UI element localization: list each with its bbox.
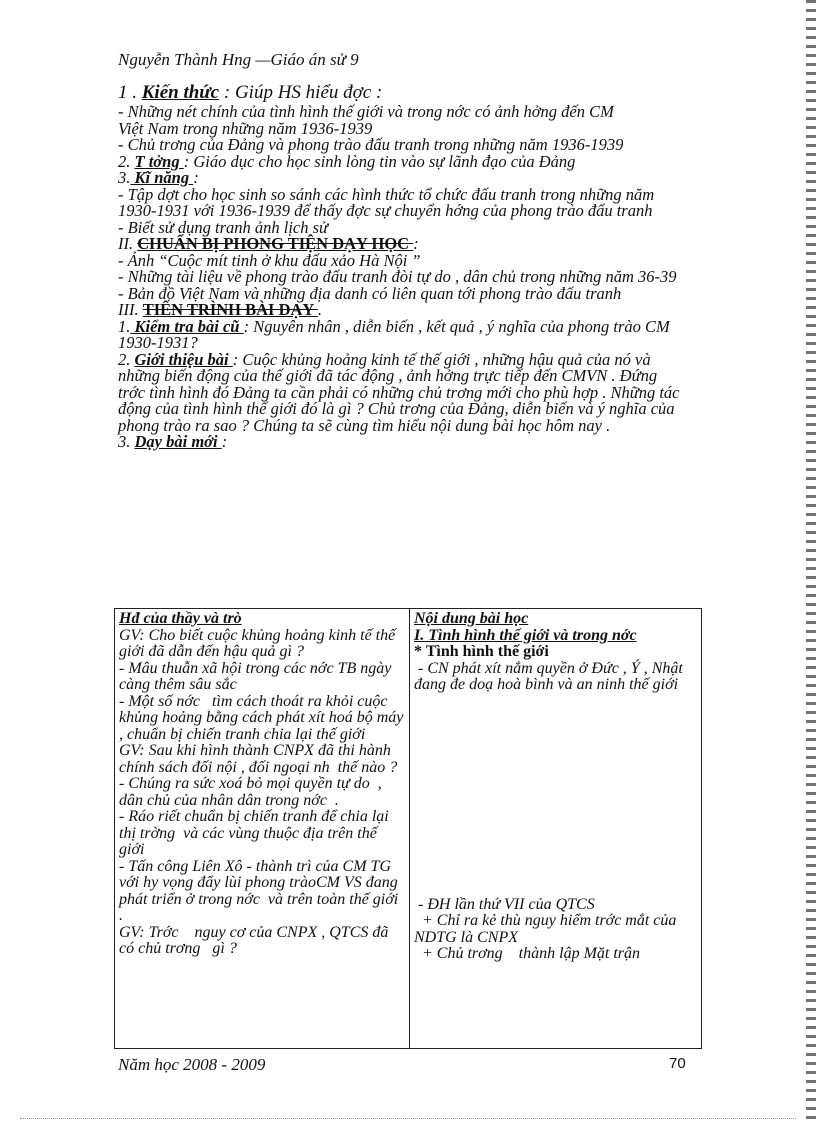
paragraph: - Ảnh “Cuộc mít tinh ở khu đấu xảo Hà Nội ” bbox=[118, 250, 421, 270]
content-subheading: * Tình hình thế giới bbox=[414, 643, 549, 660]
section-text: : bbox=[413, 234, 419, 253]
section-number: 3. bbox=[118, 432, 135, 451]
section-number: 3. bbox=[118, 168, 131, 187]
section-text: : bbox=[221, 432, 228, 451]
section-new-lesson bbox=[118, 434, 688, 451]
divider bbox=[20, 1118, 796, 1119]
lesson-body bbox=[118, 82, 688, 451]
paragraph: Việt Nam trong những năm 1936-1939 bbox=[118, 118, 373, 138]
page-number: 70 bbox=[669, 1055, 686, 1072]
content-paragraph: - ĐH lần thứ VII của QTCS + Chỉ ra kẻ thù nguy hiểm trớc mắt của NDTG là CNPX + Chủ trơng thành lập Mặt trận bbox=[414, 895, 677, 962]
paragraph: - Bản đồ Việt Nam và những địa danh có liên quan tới phong trào đấu tranh bbox=[118, 283, 622, 303]
section-title: Kiến thức bbox=[141, 82, 220, 103]
paragraph: - Biết sử dụng tranh ảnh lịch sử bbox=[118, 217, 329, 237]
paragraph: - Những tài liệu về phong trào đấu tranh đòi tự do , dân chủ trong những năm 36-39 bbox=[118, 267, 677, 286]
section-intro bbox=[118, 349, 688, 435]
section-knowledge bbox=[118, 82, 688, 104]
footer-school-year: Năm học 2008 - 2009 bbox=[118, 1055, 266, 1074]
column-header-content: Nội dung bài học bbox=[414, 610, 529, 627]
activities-text: GV: Cho biết cuộc khủng hoảng kinh tế thế giới đã dẫn đến hậu quả gì ? - Mâu thuẫn xã hội trong các nớc TB ngày càng thêm sâu sắc - Một số nớc tìm cách thoát ra khỏi cuộc khủng hoảng bằng cách phát xít hoá bộ máy , chuẩn bị chiến tranh chia lại thế giới GV: Sau khi hình thành CNPX đã thi hành chính sách đối nội , đối ngoại nh thế nào ? - Chúng ra sức xoá bỏ mọi quyền tự do , dân chủ của nhân dân trong nớc . - Ráo riết chuẩn bị chiến tranh để chia lại thị trờng và các vùng thuộc địa trên thế giới - Tấn công Liên Xô - thành trì của CM TG với hy vọng đẩy lùi phong tràoCM VS đang phát triển ở trong nớc và trên toàn thế giới . GV: Trớc nguy cơ của CNPX , QTCS đã có chủ trơng gì ? bbox=[119, 626, 404, 957]
section-title: Dạy bài mới bbox=[134, 432, 222, 451]
section-text: : Nguyên nhân , diễn biến , kết quả , ý nghĩa của phong trào CM 1930-1931? bbox=[118, 316, 670, 352]
column-header-activities: Hđ của thầy và trò bbox=[119, 610, 242, 627]
section-number: 2. bbox=[118, 349, 135, 369]
table-cell-left bbox=[115, 609, 410, 1049]
content-paragraph: - CN phát xít nắm quyền ở Đức , Ý , Nhật đang đe doạ hoà bình và an ninh thế giới bbox=[414, 659, 687, 693]
section-text: : Giáo dục cho học sinh lòng tin vào sự lãnh đạo của Đảng bbox=[183, 151, 576, 171]
section-number: II. bbox=[118, 234, 138, 253]
paragraph: - Những nét chính của tình hình thế giới và trong nớc có ảnh hởng đến CM bbox=[118, 102, 614, 121]
page-edge-marker bbox=[806, 0, 816, 1123]
section-title: Giới thiệu bài bbox=[134, 349, 233, 369]
paragraph: - Chủ trơng của Đảng và phong trào đấu tranh trong những năm 1936-1939 bbox=[118, 135, 624, 154]
lesson-table bbox=[114, 608, 702, 1049]
section-text: : Cuộc khủng hoảng kinh tế thế giới , những hậu quả của nó và những biến động của thế giới đã tác động , ảnh hởng trực tiếp đến CMVN . Đứng trớc tình hình đó Đảng ta cần phải có những chủ trơng mới cho phù hợp . Những tác động của tình hình thế giới đó là gì ? Chủ trơng của Đảng, diễn biến và ý nghĩa của phong trào ra sao ? Chúng ta sẽ cùng tìm hiểu nội dung bài học hôm nay . bbox=[118, 349, 680, 435]
section-text: . bbox=[317, 300, 322, 319]
section-number: 1 . bbox=[118, 82, 142, 103]
section-title: Kiểm tra bài cũ bbox=[130, 316, 244, 336]
section-text: : Giúp HS hiểu đợc : bbox=[219, 82, 383, 103]
section-title: CHUẨN BỊ PHONG TIỆN DẠY HỌC bbox=[137, 234, 414, 253]
table-cell-right bbox=[410, 609, 702, 1049]
page-header: Nguyễn Thành Hng —Giáo án sử 9 bbox=[118, 50, 359, 69]
section-text: : bbox=[193, 168, 199, 187]
section-review bbox=[118, 316, 688, 352]
table-row bbox=[115, 609, 702, 1049]
section-number: 2. bbox=[118, 151, 135, 171]
section-title: TIẾN TRÌNH BÀI DẠY bbox=[142, 300, 318, 319]
section-title: Kĩ năng bbox=[130, 168, 194, 187]
section-thought bbox=[118, 151, 688, 171]
paragraph: - Tập dợt cho học sinh so sánh các hình thức tổ chức đấu tranh trong những năm 1930-1931 với 1936-1939 để thấy đợc sự chuyển hớng của phong trào đấu tranh bbox=[118, 184, 655, 220]
section-number: III. bbox=[118, 300, 143, 319]
section-title: T tởng bbox=[134, 151, 184, 171]
content-heading: I. Tình hình thế giới và trong nớc bbox=[414, 626, 637, 644]
section-number: 1. bbox=[118, 316, 131, 336]
